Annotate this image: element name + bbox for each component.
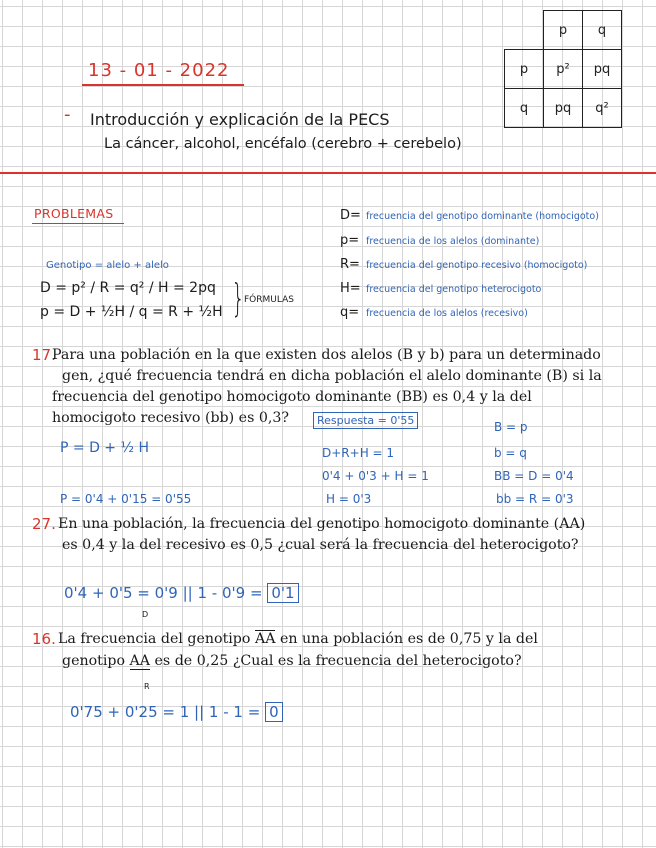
punnett-col-header: p bbox=[544, 11, 583, 50]
punnett-cell: q² bbox=[583, 89, 622, 128]
intro-line: Introducción y explicación de la PECS bbox=[90, 110, 390, 129]
punnett-col-header: q bbox=[583, 11, 622, 50]
problem-text-part: en una población es de 0,75 y la del bbox=[275, 631, 538, 647]
work-calculation bbox=[64, 584, 299, 602]
punnett-cell: p² bbox=[544, 50, 583, 89]
genotype-note: Genotipo = alelo + alelo bbox=[46, 260, 169, 271]
problem-text-line bbox=[58, 629, 538, 650]
problem-text-line: es 0,4 y la del recesivo es 0,5 ¿cual será la frecuencia del heterocigoto? bbox=[62, 537, 579, 553]
result-box: 0 bbox=[265, 702, 283, 722]
work-definition: bb = R = 0'3 bbox=[496, 492, 574, 506]
work-formula: P = D + ½ H bbox=[60, 440, 150, 456]
topics-line: La cáncer, alcohol, encéfalo (cerebro + cerebelo) bbox=[104, 136, 462, 152]
problem-text-part: es de 0,25 ¿Cual es la frecuencia del heterocigoto? bbox=[150, 653, 522, 669]
legend-symbol: q= bbox=[340, 305, 360, 320]
date-heading: 13 - 01 - 2022 bbox=[88, 60, 230, 81]
formula-line-2: p = D + ½H / q = R + ½H bbox=[40, 304, 223, 320]
work-step: 0'4 + 0'3 + H = 1 bbox=[322, 469, 429, 483]
legend-text: frecuencia del genotipo dominante (homocigoto) bbox=[366, 211, 599, 222]
punnett-square bbox=[504, 10, 622, 128]
punnett-row-header: p bbox=[505, 50, 544, 89]
legend-text: frecuencia del genotipo recesivo (homocigoto) bbox=[366, 260, 588, 271]
genotype-aa: AA bbox=[129, 653, 151, 669]
problem-text-line: frecuencia del genotipo homocigoto dominante (BB) es 0,4 y la del bbox=[52, 389, 532, 405]
problem-text-line: Para una población en la que existen dos alelos (B y b) para un determinado bbox=[52, 347, 601, 363]
section-title: PROBLEMAS bbox=[34, 206, 114, 221]
problem-text-line: homocigoto recesivo (bb) es 0,3? bbox=[52, 410, 290, 426]
genotype-aa: AA bbox=[254, 631, 276, 647]
punnett-cell: pq bbox=[544, 89, 583, 128]
problem-text-part: La frecuencia del genotipo bbox=[58, 631, 255, 647]
punnett-cell: pq bbox=[583, 50, 622, 89]
answer-box: Respuesta = 0'55 bbox=[313, 412, 418, 429]
work-result: P = 0'4 + 0'15 = 0'55 bbox=[60, 492, 192, 506]
result-box: 0'1 bbox=[267, 583, 298, 603]
work-expression: 0'4 + 0'5 = 0'9 || 1 - 0'9 = bbox=[64, 584, 263, 602]
punnett-corner bbox=[505, 11, 544, 50]
section-title-underline bbox=[32, 223, 124, 224]
problem-number: 16. bbox=[32, 630, 56, 648]
genotype-mark-r: R bbox=[144, 682, 150, 691]
legend-text: frecuencia de los alelos (dominante) bbox=[366, 236, 540, 247]
work-definition: b = q bbox=[494, 446, 527, 460]
problem-text-line: En una población, la frecuencia del genotipo homocigoto dominante (AA) bbox=[58, 516, 586, 532]
legend-symbol: R= bbox=[340, 257, 360, 272]
bullet-dash: - bbox=[64, 104, 71, 125]
legend-symbol: p= bbox=[340, 233, 360, 248]
problem-number: 27. bbox=[32, 515, 56, 533]
genotype-mark-d: D bbox=[142, 610, 149, 619]
formulas-label: FÓRMULAS bbox=[244, 295, 294, 305]
problem-number: 17. bbox=[32, 346, 56, 364]
work-definition: B = p bbox=[494, 420, 528, 434]
legend-symbol: D= bbox=[340, 208, 361, 223]
work-step: H = 0'3 bbox=[326, 492, 372, 506]
work-expression: 0'75 + 0'25 = 1 || 1 - 1 = bbox=[70, 703, 261, 721]
work-step: D+R+H = 1 bbox=[322, 446, 395, 460]
formula-line-1: D = p² / R = q² / H = 2pq bbox=[40, 280, 216, 296]
problem-text-line bbox=[62, 651, 522, 672]
date-underline bbox=[82, 84, 244, 86]
header-divider bbox=[0, 172, 656, 174]
legend-symbol: H= bbox=[340, 281, 361, 296]
work-definition: BB = D = 0'4 bbox=[494, 469, 574, 483]
formula-brace: } bbox=[231, 276, 245, 320]
legend-text: frecuencia del genotipo heterocigoto bbox=[366, 284, 542, 295]
problem-text-part: genotipo bbox=[62, 653, 130, 669]
problem-text-line: gen, ¿qué frecuencia tendrá en dicha población el alelo dominante (B) si la bbox=[62, 368, 602, 384]
legend-text: frecuencia de los alelos (recesivo) bbox=[366, 308, 528, 319]
punnett-row-header: q bbox=[505, 89, 544, 128]
work-calculation bbox=[70, 703, 283, 721]
